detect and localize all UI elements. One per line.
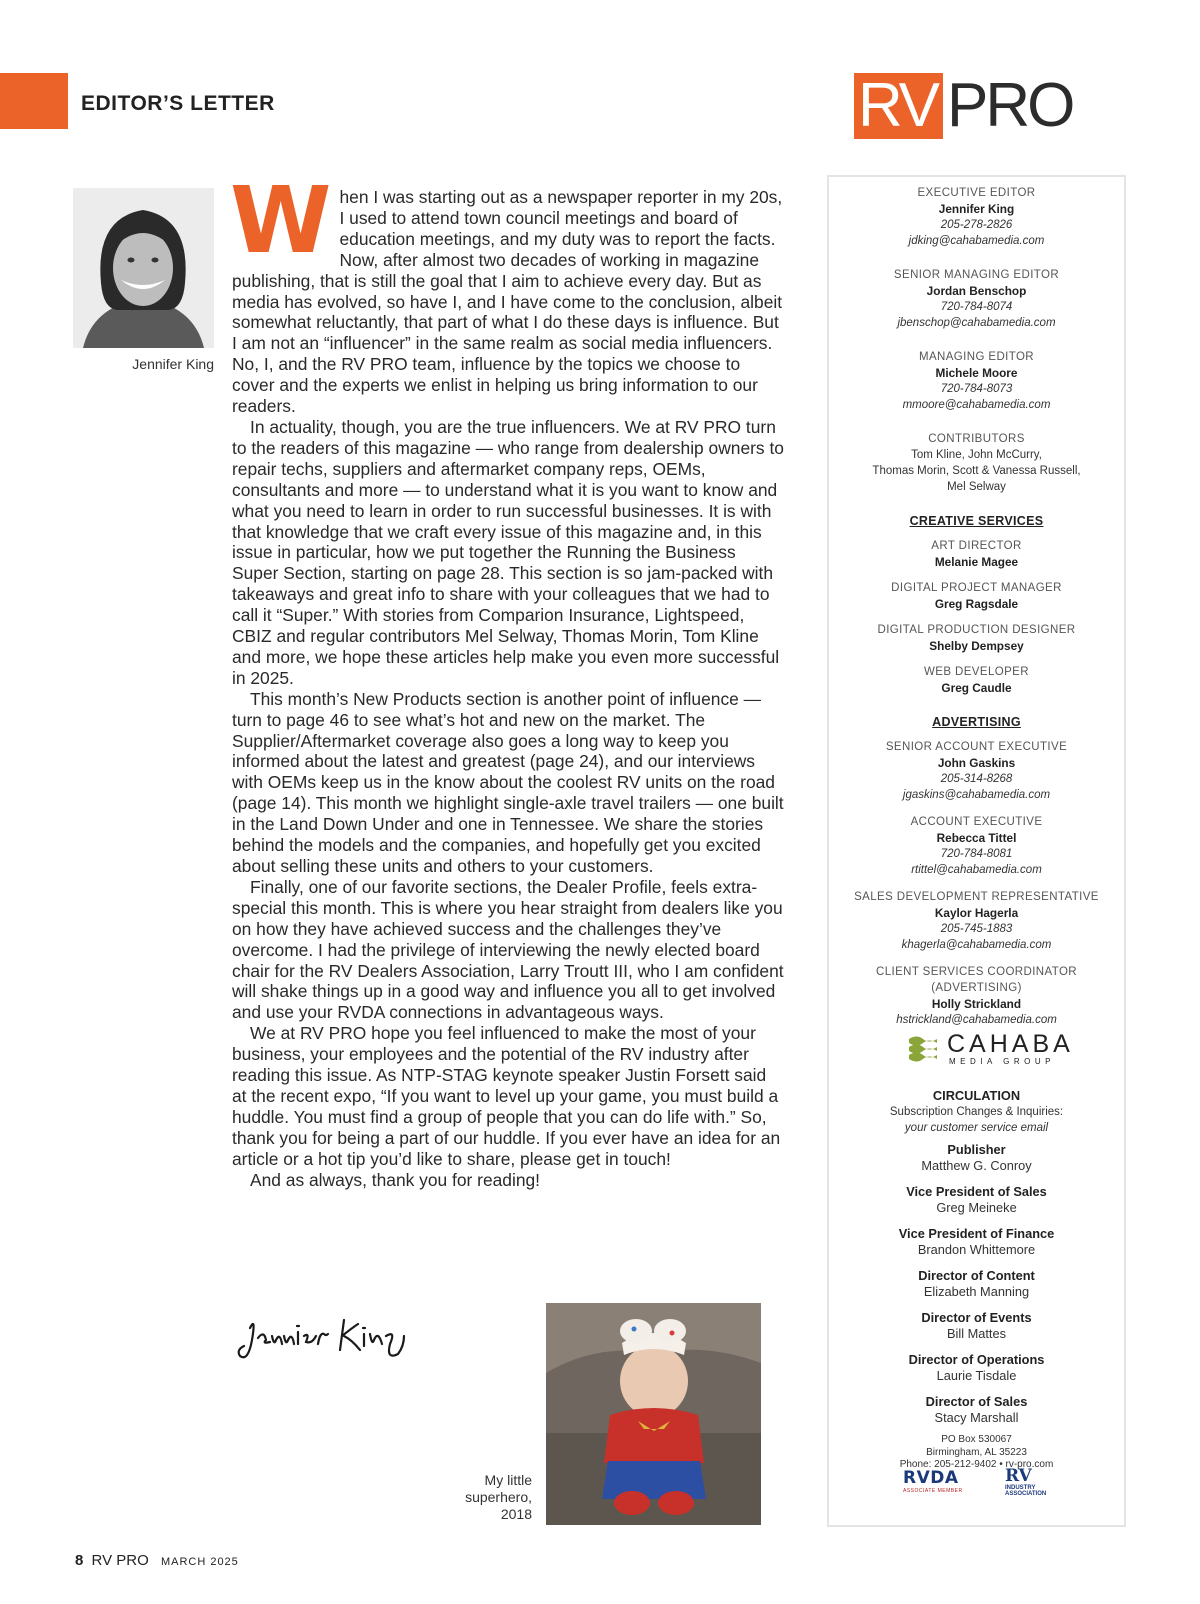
section-accent-bar (0, 73, 68, 129)
article-paragraph: We at RV PRO hope you feel influenced to make the most of your business, your employees and the potential of the RV industry after reading this issue. As NTP-STAG keynote speaker Justin Forsett said at the recent expo, “If you want to level up your game, you must build a huddle. You must find a group of people that you can do life with.” So, thank you for being a part of our huddle. If you ever have an idea for an article or a hot tip you’d like to share, please get in touch! (232, 1023, 781, 1169)
masthead-executive-sales: Director of Sales Stacy Marshall (925, 1394, 1028, 1425)
masthead-executive-publisher: Publisher Matthew G. Conroy (921, 1142, 1032, 1173)
page-footer (75, 1552, 239, 1569)
drop-cap: W (230, 167, 332, 274)
masthead-client-services: CLIENT SERVICES COORDINATOR (ADVERTISING) Holly Strickland hstrickland@cahabamedia.com (875, 966, 1078, 1026)
masthead-sales-development-rep: SALES DEVELOPMENT REPRESENTATIVE Kaylor Hagerla 205-745-1883 khagerla@cahabamedia.com (854, 891, 1099, 951)
cahaba-media-logo (907, 1030, 1074, 1067)
masthead-digital-project-manager: DIGITAL PROJECT MANAGER Greg Ragsdale (891, 582, 1062, 611)
baby-photo-caption: My little superhero, 2018 (465, 1472, 532, 1522)
cahaba-logo-subtitle: MEDIA GROUP (949, 1057, 1055, 1066)
masthead-sidebar (827, 175, 1126, 1527)
rv-pro-logo (854, 73, 1072, 139)
editor-portrait (73, 188, 214, 348)
section-title: EDITOR’S LETTER (81, 92, 275, 115)
masthead-executive-vp-sales: Vice President of Sales Greg Meineke (906, 1184, 1047, 1215)
rvda-logo: RVDA ASSOCIATE MEMBER (903, 1468, 963, 1494)
masthead-managing-editor: MANAGING EDITOR Michele Moore 720-784-8073 mmoore@cahabamedia.com (902, 351, 1051, 411)
masthead-circulation: CIRCULATION Subscription Changes & Inquiries: your customer service email (889, 1088, 1064, 1134)
editor-signature (236, 1310, 436, 1370)
masthead-creative-heading: CREATIVE SERVICES (909, 514, 1044, 528)
masthead-executive-events: Director of Events Bill Mattes (921, 1310, 1032, 1341)
masthead-digital-production-designer: DIGITAL PRODUCTION DESIGNER Shelby Dempsey (877, 624, 1076, 653)
page-number: 8 (75, 1552, 84, 1569)
article-paragraph: When I was starting out as a newspaper reporter in my 20s, I used to attend town council meetings and board of education meetings, and my duty was to report the facts. Now, after almost two decades of working in magazine publishing, that is still the goal that I aim to achieve every day. But as media has evolved, so have I, and I have come to the conclusion, albeit somewhat reluctantly, that part of what I do these days is influence. But I am not an “influencer” in the same realm as social media influencers. No, I, and the RV PRO team, influence by the topics we choose to cover and the experts we enlist in helping us bring information to our readers. (230, 167, 783, 417)
masthead-executive-content: Director of Content Elizabeth Manning (918, 1268, 1035, 1299)
masthead-senior-managing-editor: SENIOR MANAGING EDITOR Jordan Benschop 720-784-8074 jbenschop@cahabamedia.com (893, 269, 1060, 329)
footer-magazine-name: RV PRO (91, 1552, 149, 1569)
letter-body (230, 167, 784, 1191)
masthead-contributors: CONTRIBUTORS Tom Kline, John McCurry, Thomas Morin, Scott & Vanessa Russell, Mel Selway (872, 433, 1081, 493)
masthead-account-executive: ACCOUNT EXECUTIVE Rebecca Tittel 720-784-8081 rtittel@cahabamedia.com (910, 816, 1043, 876)
masthead-advertising-heading: ADVERTISING (932, 715, 1021, 729)
footer-issue-date: MARCH 2025 (160, 1556, 239, 1568)
cahaba-wave-icon (907, 1033, 939, 1065)
masthead-address: PO Box 530067 Birmingham, AL 35223 Phone: 205-212-9402 • rv-pro.com (899, 1434, 1054, 1470)
masthead-executive-vp-finance: Vice President of Finance Brandon Whittemore (898, 1226, 1055, 1257)
article-paragraph: Finally, one of our favorite sections, the Dealer Profile, feels extra-special this month. This is where you hear straight from dealers like you on how they have achieved success and the challenges they’ve overcome. I had the privilege of interviewing the newly elected board chair for the RV Dealers Association, Larry Troutt III, who I am confident will shake things up in a good way and influence you all to get involved and use your RVDA connections in advantageous ways. (232, 876, 784, 1023)
article-paragraph: In actuality, though, you are the true influencers. We at RV PRO turn to the readers of this magazine — who range from dealership owners to repair techs, suppliers and aftermarket company reps, OEMs, consultants and more — to understand what it is you want to know and what you need to learn in order to run successful businesses. It is with that knowledge that we craft every issue of this magazine and, in this issue in particular, how we put together the Running the Business Super Section, starting on page 28. This section is so jam-packed with takeaways and great info to share with your colleagues that we had to call it “Super.” With stories from Comparion Insurance, Lightspeed, CBIZ and regular contributors Mel Selway, Thomas Morin, Tom Kline and more, we hope these articles help make you even more successful in 2025. (232, 416, 784, 688)
cahaba-logo-word: CAHABA (947, 1030, 1074, 1058)
logo-pro-text: PRO (947, 71, 1073, 140)
masthead-web-developer: WEB DEVELOPER Greg Caudle (924, 666, 1029, 695)
article-paragraph: This month’s New Products section is another point of influence — turn to page 46 to see what’s hot and new on the market. The Supplier/Aftermarket coverage also goes a long way to keep you informed about the latest and greatest (page 24), and our interviews with OEMs keep us in the know about the coolest RV units on the road (page 14). This month we highlight single-axle travel trailers — one built in the Land Down Under and one in Tennessee. We share the stories behind the models and the companies, and hopefully get you excited about selling these units and others to your customers. (232, 688, 784, 876)
baby-photo (546, 1303, 761, 1525)
logo-rv-text: RV (854, 73, 943, 139)
masthead-executive-operations: Director of Operations Laurie Tisdale (908, 1352, 1045, 1383)
article-paragraph: And as always, thank you for reading! (250, 1169, 541, 1190)
masthead-executive-editor: EXECUTIVE EDITOR Jennifer King 205-278-2826 jdking@cahabamedia.com (908, 187, 1045, 247)
rvia-logo: RV INDUSTRY ASSOCIATION (1005, 1466, 1047, 1497)
masthead-senior-account-executive: SENIOR ACCOUNT EXECUTIVE John Gaskins 205-314-8268 jgaskins@cahabamedia.com (885, 741, 1068, 801)
portrait-caption: Jennifer King (132, 356, 214, 372)
masthead-art-director: ART DIRECTOR Melanie Magee (931, 540, 1022, 569)
